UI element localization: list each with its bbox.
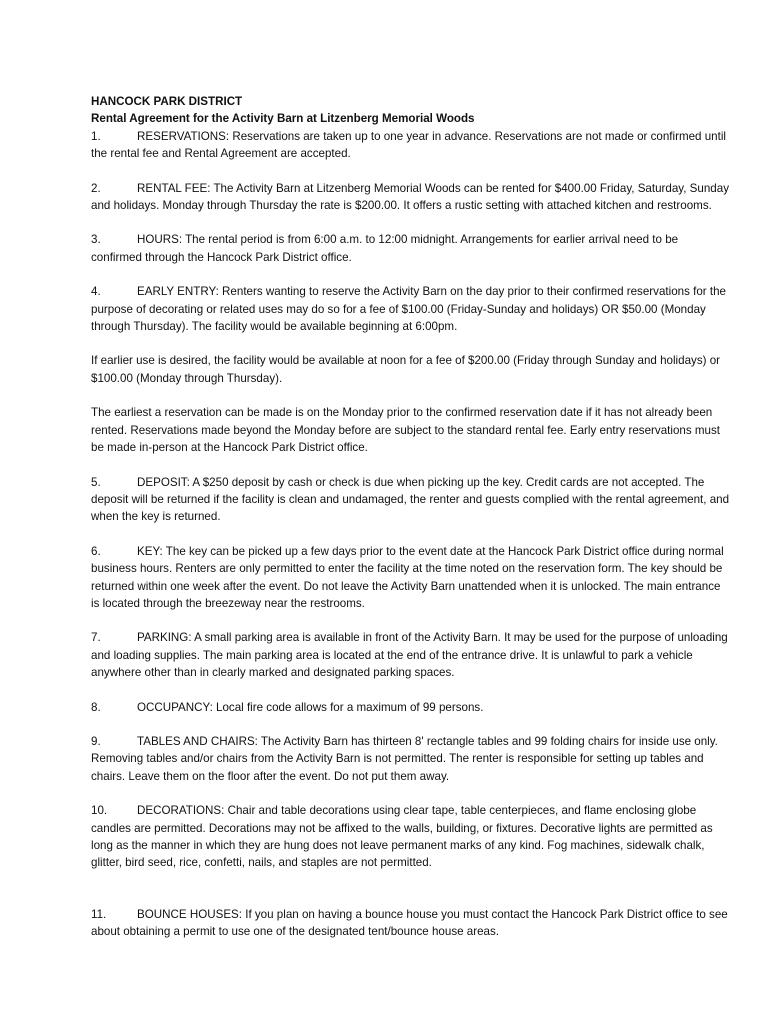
section-text: EARLY ENTRY: Renters wanting to reserve the Activity Barn on the day prior to their confirmed reservations for the purpose of decorating or related uses may do so for a fee of $100.00 (Friday-Sunday and holidays) OR $50.00 (Monday through Thursday). The facility would be available beginning at 6:00pm. bbox=[91, 285, 726, 334]
section-rental-fee bbox=[91, 180, 730, 215]
section-text: BOUNCE HOUSES: If you plan on having a bounce house you must contact the Hancock Park District office to see about obtaining a permit to use one of the designated tent/bounce house areas. bbox=[91, 907, 728, 939]
section-reservations bbox=[91, 128, 730, 163]
early-entry-monday-note: The earliest a reservation can be made is on the Monday prior to the confirmed reservation date if it has not already been rented. Reservations made beyond the Monday before are subject to the standard rental fee. Early entry reservations must be made in-person at the Hancock Park District office. bbox=[91, 406, 720, 455]
section-text: DEPOSIT: A $250 deposit by cash or check is due when picking up the key. Credit cards are not accepted. The deposit will be returned if the facility is clean and undamaged, the renter and guests complied with the rental agreement, and when the key is returned. bbox=[91, 475, 730, 524]
section-number: 7. bbox=[91, 631, 101, 645]
section-number: 10. bbox=[91, 804, 108, 818]
section-number: 3. bbox=[91, 233, 101, 247]
early-entry-noon-note: If earlier use is desired, the facility would be available at noon for a fee of $200.00 (Friday through Sunday and holidays) or $100.00 (Monday through Thursday). bbox=[91, 354, 721, 385]
section-text: KEY: The key can be picked up a few days prior to the event date at the Hancock Park District office during normal business hours. Renters are only permitted to enter the facility at the time noted on the reservation form. The key should be returned within one week after the event. Do not leave the Activity Barn unattended when it is unlocked. The main entrance is located through the breezeway near the restrooms. bbox=[91, 544, 724, 610]
section-number: 2. bbox=[91, 181, 101, 195]
section-bounce-houses bbox=[91, 906, 730, 941]
section-number: 6. bbox=[91, 544, 101, 558]
section-key bbox=[91, 543, 730, 613]
org-title: HANCOCK PARK DISTRICT bbox=[91, 95, 243, 108]
section-text: RESERVATIONS: Reservations are taken up to one year in advance. Reservations are not made or confirmed until the rental fee and Rental Agreement are accepted. bbox=[91, 129, 726, 161]
section-number: 5. bbox=[91, 475, 101, 489]
section-text: DECORATIONS: Chair and table decorations using clear tape, table centerpieces, and flame enclosing globe candles are permitted. Decorations may not be affixed to the walls, building, or fixtures. Decorative lights are permitted as long as the manner in which they are hung does not leave permanent marks of any kind. Fog machines, sidewalk chalk, glitter, bird seed, rice, confetti, nails, and staples are not permitted. bbox=[91, 804, 713, 870]
section-hours bbox=[91, 231, 730, 266]
section-text: RENTAL FEE: The Activity Barn at Litzenberg Memorial Woods can be rented for $400.00 Friday, Saturday, Sunday and holidays. Monday through Thursday the rate is $200.00. It offers a rustic setting with attached kitchen and restrooms. bbox=[91, 181, 730, 213]
document-subtitle: Rental Agreement for the Activity Barn at Litzenberg Memorial Woods bbox=[91, 112, 475, 126]
section-number: 4. bbox=[91, 285, 101, 299]
section-number: 11. bbox=[91, 907, 107, 921]
section-text: PARKING: A small parking area is available in front of the Activity Barn. It may be used for the purpose of unloading and loading supplies. The main parking area is located at the end of the entrance drive. It is unlawful to park a vehicle anywhere other than in clearly marked and designated parking spaces. bbox=[91, 631, 728, 680]
section-occupancy bbox=[91, 699, 730, 716]
section-tables-and-chairs bbox=[91, 733, 730, 785]
section-number: 9. bbox=[91, 734, 101, 748]
section-deposit bbox=[91, 474, 730, 526]
section-text: OCCUPANCY: Local fire code allows for a maximum of 99 persons. bbox=[137, 700, 484, 714]
section-text: HOURS: The rental period is from 6:00 a.m. to 12:00 midnight. Arrangements for earlier arrival need to be confirmed through the Hancock Park District office. bbox=[91, 233, 679, 264]
section-number: 1. bbox=[91, 129, 101, 143]
section-parking bbox=[91, 629, 730, 681]
section-decorations bbox=[91, 802, 730, 872]
section-early-entry bbox=[91, 283, 730, 335]
section-number: 8. bbox=[91, 700, 101, 714]
section-text: TABLES AND CHAIRS: The Activity Barn has thirteen 8' rectangle tables and 99 folding chairs for inside use only. Removing tables and/or chairs from the Activity Barn is not permitted. The renter is responsible for setting up tables and chairs. Leave them on the floor after the event. Do not put them away. bbox=[91, 734, 718, 783]
